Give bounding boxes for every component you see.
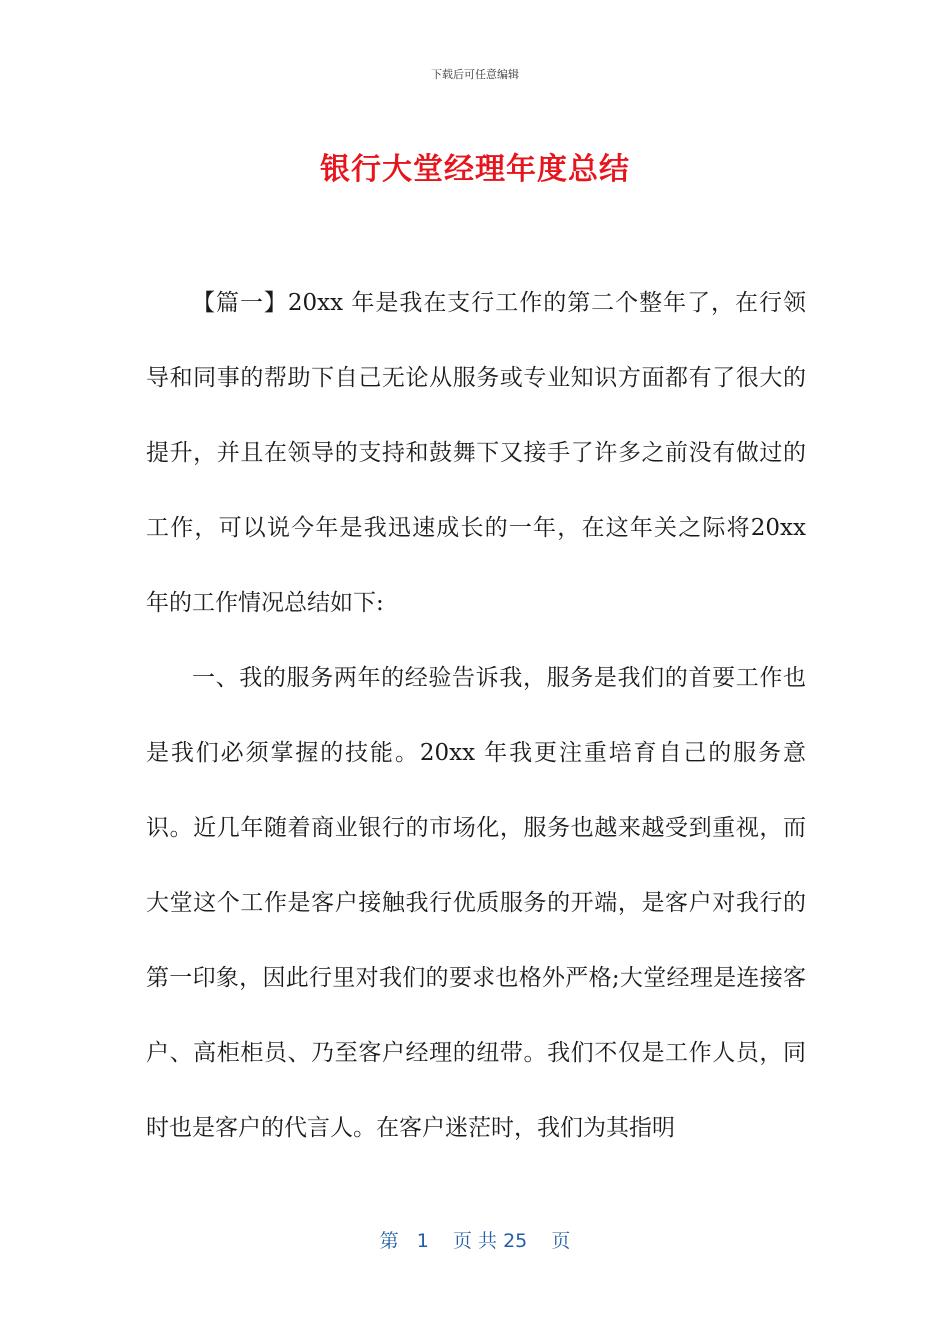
footer-middle: 页 共 (452, 1230, 498, 1252)
footer-page-number: 1 (416, 1230, 429, 1252)
document-body (146, 266, 806, 1166)
paragraph-1: 【篇一】20xx 年是我在支行工作的第二个整年了，在行领导和同事的帮助下自己无论从服务或专业知识方面都有了很大的提升，并且在领导的支持和鼓舞下又接手了许多之前没有做过的工作，可以说今年是我迅速成长的一年，在这年关之际将20xx 年的工作情况总结如下: (146, 290, 806, 616)
page-footer (0, 1226, 950, 1253)
paragraph-2: 一、我的服务两年的经验告诉我，服务是我们的首要工作也是我们必须掌握的技能。20xx 年我更注重培育自己的服务意识。近几年随着商业银行的市场化，服务也越来越受到重视，而大堂这个工作是客户接触我行优质服务的开端，是客户对我行的第一印象，因此行里对我们的要求也格外严格;大堂经理是连接客户、高柜柜员、乃至客户经理的纽带。我们不仅是工作人员，同时也是客户的代言人。在客户迷茫时，我们为其指明 (146, 665, 806, 1141)
footer-total-pages: 25 (503, 1230, 528, 1252)
footer-prefix: 第 (379, 1230, 399, 1252)
footer-suffix: 页 (551, 1230, 571, 1252)
header-note: 下载后可任意编辑 (431, 68, 519, 81)
document-title: 银行大堂经理年度总结 (320, 152, 630, 187)
